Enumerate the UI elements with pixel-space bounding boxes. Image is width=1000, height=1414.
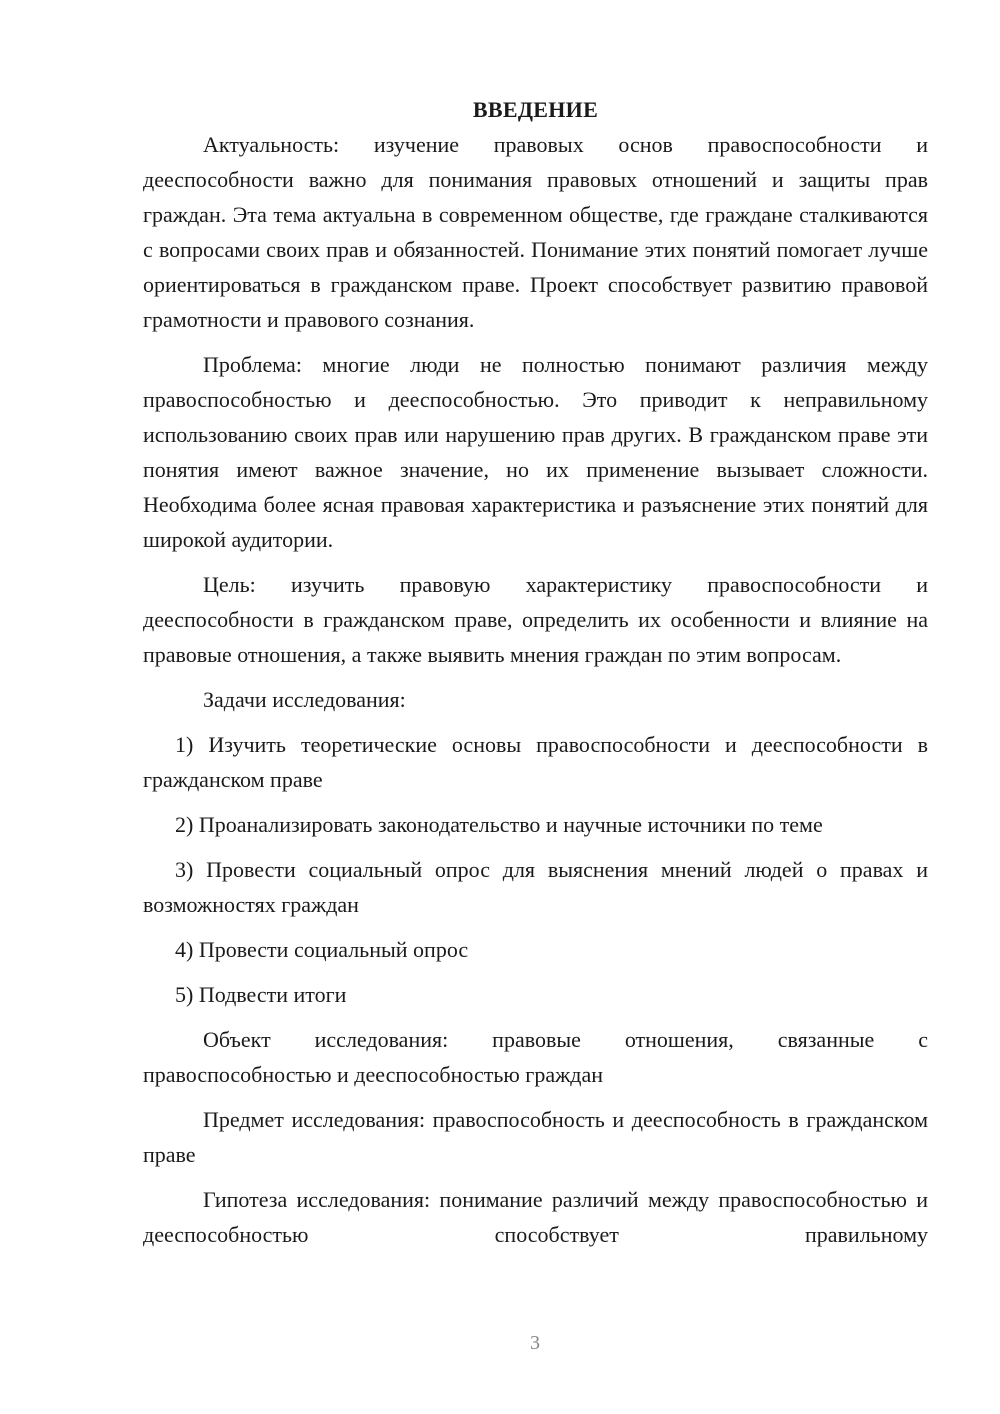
hypothesis-paragraph: Гипотеза исследования: понимание различий между правоспособностью и дееспособностью способствует правильному xyxy=(143,1187,928,1247)
tasks-heading: Задачи исследования: xyxy=(203,687,406,712)
task-item: 5) Подвести итоги xyxy=(175,982,347,1007)
page-number: 3 xyxy=(530,1332,540,1354)
object-paragraph: Объект исследования: правовые отношения, связанные с правоспособностью и дееспособностью граждан xyxy=(143,1027,928,1087)
task-item: 2) Проанализировать законодательство и научные источники по теме xyxy=(175,812,823,837)
subject-paragraph: Предмет исследования: правоспособность и дееспособность в гражданском праве xyxy=(143,1107,928,1167)
goal-paragraph: Цель: изучить правовую характеристику правоспособности и дееспособности в гражданском праве, определить их особенности и влияние на правовые отношения, а также выявить мнения граждан по этим вопросам. xyxy=(143,572,928,667)
page-title: ВВЕДЕНИЕ xyxy=(472,97,599,122)
task-item: 4) Провести социальный опрос xyxy=(175,937,469,962)
problem-paragraph: Проблема: многие люди не полностью понимают различия между правоспособностью и дееспособностью. Это приводит к неправильному использованию своих прав или нарушению прав других. В гражданском праве эти понятия имеют важное значение, но их применение вызывает сложности. Необходима более ясная правовая характеристика и разъяснение этих понятий для широкой аудитории. xyxy=(143,352,928,552)
relevance-paragraph: Актуальность: изучение правовых основ правоспособности и дееспособности важно для понимания правовых отношений и защиты прав граждан. Эта тема актуальна в современном обществе, где граждане сталкиваются с вопросами своих прав и обязанностей. Понимание этих понятий помогает лучше ориентироваться в гражданском праве. Проект способствует развитию правовой грамотности и правового сознания. xyxy=(143,132,928,332)
task-item: 1) Изучить теоретические основы правоспособности и дееспособности в гражданском праве xyxy=(143,732,928,792)
task-item: 3) Провести социальный опрос для выяснения мнений людей о правах и возможностях граждан xyxy=(143,857,928,917)
document-page xyxy=(143,92,928,1262)
